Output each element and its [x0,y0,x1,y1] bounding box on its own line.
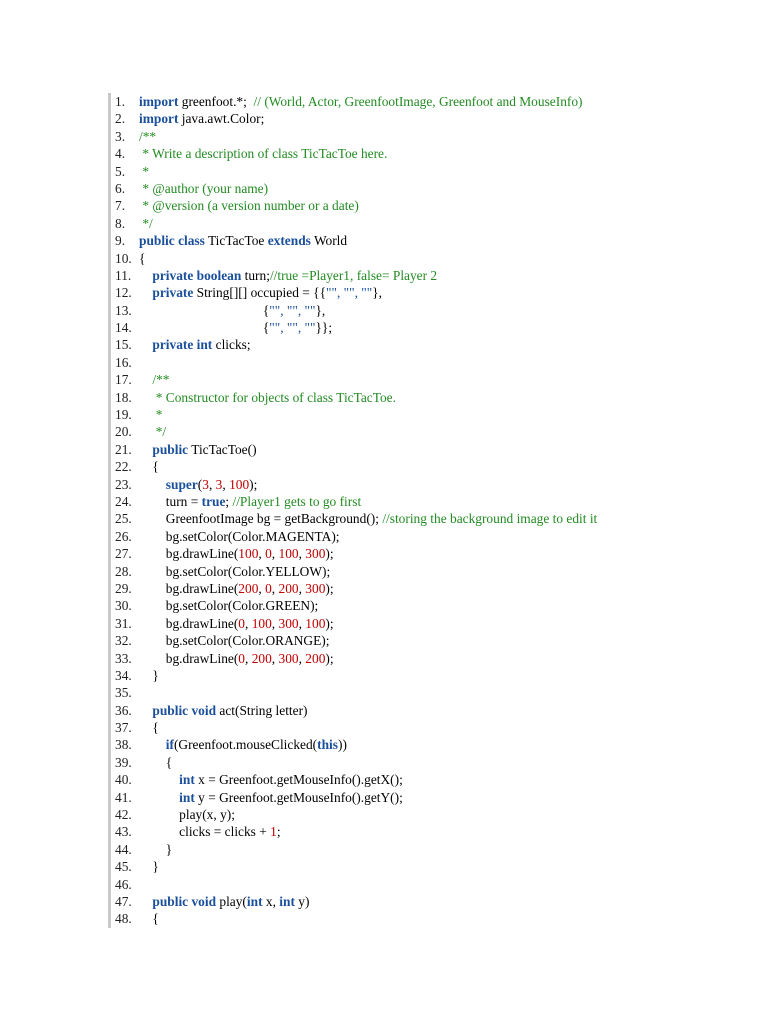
code-token [139,372,152,387]
code-line [111,667,731,684]
line-number: 11. [115,267,132,283]
code-token: */ [152,424,167,440]
line-number: 35. [115,685,132,701]
code-token: { [139,320,270,336]
line-number: 13. [115,302,132,318]
code-token: 0 [265,546,272,562]
code-line [111,250,731,267]
code-token: * @author (your name) [139,180,269,196]
code-text [139,372,170,387]
code-token: 100 [238,546,259,562]
line-number: 3. [115,128,126,144]
code-token: int [246,893,263,909]
code-token: private [152,285,194,301]
code-token: bg.drawLine( [139,546,239,562]
code-token: 100 [229,476,250,492]
code-token: int [179,789,195,805]
code-token: } [139,667,159,683]
code-text [139,146,387,161]
code-token: 0 [265,580,272,596]
code-text [139,251,145,266]
code-text [139,859,159,874]
line-number: 29. [115,580,132,596]
code-text [139,494,361,509]
code-token: ( [197,476,203,492]
code-token: { [139,720,159,736]
code-text [139,94,583,109]
line-number: 24. [115,493,132,509]
code-text [139,424,166,439]
code-token: 200 [238,580,259,596]
code-token: import [139,94,179,109]
code-line [111,458,731,475]
code-token: ); [249,476,258,492]
code-line [111,858,731,875]
code-token: 100 [251,615,272,631]
line-number: 48. [115,911,132,927]
code-line [111,632,731,649]
code-text [139,807,235,822]
code-token: String[][] occupied = {{ [193,285,327,301]
code-token: act(String letter) [216,702,308,718]
code-line [111,650,731,667]
line-number: 45. [115,859,132,875]
line-number: 37. [115,720,132,736]
code-token: int [279,893,295,909]
code-line [111,441,731,458]
code-text [139,911,159,926]
line-number: 21. [115,441,132,457]
code-token: , [245,615,252,631]
code-token: , [208,476,216,492]
line-number: 25. [115,511,132,527]
code-line [111,215,731,232]
code-token: // (World, Actor, GreenfootImage, Greenfoot and MouseInfo) [253,94,583,109]
code-line [111,823,731,840]
code-token: } [139,841,173,857]
code-text [139,459,159,474]
code-token: ); [325,580,334,596]
line-number: 14. [115,320,132,336]
line-number: 5. [115,163,126,179]
code-text [139,720,159,735]
line-number: 32. [115,633,132,649]
code-token: 300 [305,546,326,562]
code-line [111,354,731,371]
code-token: x = Greenfoot.getMouseInfo().getX(); [194,772,403,788]
code-line [111,841,731,858]
code-token: /** [152,372,170,388]
code-token: * Constructor for objects of class TicTacToe. [152,389,396,405]
code-text [139,564,330,579]
code-token: //Player1 gets to go first [232,493,362,509]
code-token: 1 [270,824,277,840]
code-text [139,268,437,283]
code-token: ); [325,615,334,631]
code-line [111,736,731,753]
code-text [139,651,334,666]
code-token [139,424,152,439]
code-token [139,407,152,422]
code-line [111,110,731,127]
line-number: 19. [115,407,132,423]
code-text [139,581,334,596]
code-token: turn; [241,267,270,283]
code-token: , [271,580,279,596]
code-text [139,894,309,909]
code-line [111,180,731,197]
code-text [139,546,334,561]
code-token: 200 [251,650,272,666]
code-line [111,719,731,736]
code-token [139,477,166,492]
line-number: 40. [115,772,132,788]
code-line [111,371,731,388]
code-text [139,216,153,231]
line-number: 9. [115,233,126,249]
code-token: , [298,580,306,596]
code-line [111,597,731,614]
code-token: , [271,615,279,631]
code-token: bg.setColor(Color.MAGENTA); [139,528,340,544]
code-text [139,529,340,544]
code-line [111,806,731,823]
code-line [111,163,731,180]
code-token: , [245,650,252,666]
code-line [111,197,731,214]
line-number: 15. [115,337,132,353]
code-line [111,876,731,893]
code-line [111,684,731,701]
code-token: "", "", "" [269,302,316,318]
code-token: true [201,493,226,509]
code-text [139,337,251,352]
code-line [111,789,731,806]
code-token: private int [152,337,213,353]
code-text [139,598,318,613]
code-token: 300 [278,650,299,666]
code-text [139,703,308,718]
code-line [111,93,731,110]
code-token [139,737,166,752]
code-line [111,336,731,353]
code-token: }, [372,285,382,301]
line-number: 43. [115,824,132,840]
code-token: * Write a description of class TicTacToe here. [139,146,388,162]
code-token: }}; [315,320,333,336]
code-token: ); [325,650,334,666]
code-token [139,772,179,787]
code-token: , [298,650,306,666]
code-line [111,476,731,493]
code-token: , [298,546,306,562]
code-token: 3 [215,476,223,492]
line-number: 44. [115,841,132,857]
code-token: y) [294,893,310,909]
code-token: TicTacToe() [188,441,257,457]
code-token: 300 [305,580,326,596]
code-token: clicks = clicks + [139,824,271,840]
code-line [111,563,731,580]
code-token: 200 [278,580,299,596]
code-token: 0 [238,615,245,631]
code-token: public [152,441,189,457]
code-token: public class [139,233,205,249]
code-token: , [258,546,266,562]
code-text [139,164,149,179]
code-token: { [139,302,270,318]
code-token: { [139,459,159,475]
code-token: int [179,772,195,788]
code-token: * [139,163,150,179]
code-token: public void [152,702,217,718]
code-token [139,894,152,909]
code-token: * @version (a version number or a date) [139,198,359,214]
line-number: 22. [115,459,132,475]
code-token: super [165,476,198,492]
line-number: 17. [115,372,132,388]
line-number: 46. [115,876,132,892]
code-token: 300 [278,615,299,631]
line-number: 7. [115,198,126,214]
code-token: play(x, y); [139,807,235,823]
code-text [139,511,597,526]
code-text [139,442,257,457]
code-line [111,232,731,249]
code-line [111,389,731,406]
code-token: }, [315,302,326,318]
line-number: 47. [115,893,132,909]
code-token: , [222,476,230,492]
code-token: 0 [238,650,245,666]
code-text [139,842,172,857]
code-token: bg.drawLine( [139,615,239,631]
code-token: { [139,754,173,770]
code-text [139,320,332,335]
code-token [139,703,152,718]
line-number: 8. [115,215,126,231]
code-token: World [310,233,348,249]
code-text [139,407,162,422]
code-token [139,268,152,283]
code-token: 3 [202,476,209,492]
code-line [111,580,731,597]
code-line [111,754,731,771]
code-token: , [298,615,306,631]
code-token: * [152,407,163,423]
code-text [139,755,172,770]
code-text [139,390,396,405]
code-token: ); [325,546,334,562]
line-number: 31. [115,615,132,631]
code-token: { [139,250,146,266]
code-token: } [139,859,159,875]
code-token: 200 [305,650,326,666]
line-number: 38. [115,737,132,753]
code-token: import [139,111,179,127]
line-number: 18. [115,389,132,405]
code-text [139,198,359,213]
code-token: /** [139,128,157,144]
code-line [111,528,731,545]
code-line [111,771,731,788]
code-line [111,406,731,423]
code-token: play( [216,893,247,909]
code-text [139,285,382,300]
code-text [139,303,325,318]
code-line [111,145,731,162]
code-line [111,493,731,510]
code-line [111,128,731,145]
line-number: 42. [115,807,132,823]
line-number: 28. [115,563,132,579]
code-text [139,772,403,787]
code-token: )) [337,737,347,753]
code-token [139,790,179,805]
code-line [111,893,731,910]
code-token: ; [225,493,233,509]
code-token: , [271,546,279,562]
code-line [111,423,731,440]
code-token: TicTacToe [204,233,268,249]
code-line [111,910,731,927]
code-token: bg.setColor(Color.ORANGE); [139,633,330,649]
code-token: extends [267,233,311,249]
code-token: bg.drawLine( [139,580,239,596]
code-token: "", "", "" [269,320,316,336]
code-token: , [258,580,266,596]
code-token: y = Greenfoot.getMouseInfo().getY(); [194,789,403,805]
line-number: 27. [115,546,132,562]
code-token: greenfoot.*; [178,94,254,109]
code-text [139,633,329,648]
code-line [111,615,731,632]
line-number: 36. [115,702,132,718]
line-number: 41. [115,789,132,805]
code-token: //true =Player1, false= Player 2 [269,267,438,283]
code-text [139,477,257,492]
code-token [139,337,152,352]
code-token: bg.drawLine( [139,650,239,666]
code-token: GreenfootImage bg = getBackground(); [139,511,383,527]
code-token: java.awt.Color; [178,111,265,127]
code-token: , [271,650,279,666]
line-number: 33. [115,650,132,666]
line-number: 20. [115,424,132,440]
code-line [111,545,731,562]
code-listing [108,93,731,928]
code-token [139,442,152,457]
code-text [139,181,268,196]
code-token: this [317,737,338,753]
code-text [139,129,156,144]
code-text [139,737,347,752]
code-line [111,510,731,527]
code-line [111,302,731,319]
code-token: (Greenfoot.mouseClicked( [173,737,318,753]
code-token: private boolean [152,267,242,283]
line-number: 16. [115,354,132,370]
code-token: 100 [278,546,299,562]
code-text [139,233,347,248]
line-number: 30. [115,598,132,614]
code-text [139,824,281,839]
code-token: { [139,911,159,927]
code-line [111,267,731,284]
line-number: 23. [115,476,132,492]
code-token: clicks; [212,337,251,353]
line-number: 6. [115,180,126,196]
code-token [139,390,152,405]
code-token: public void [152,893,217,909]
code-token: */ [139,215,153,231]
code-line [111,284,731,301]
line-number: 4. [115,146,126,162]
code-token [139,285,152,300]
code-token: bg.setColor(Color.YELLOW); [139,563,331,579]
line-number: 34. [115,667,132,683]
code-text [139,616,334,631]
code-token: "", "", "" [326,285,373,301]
code-token: x, [262,893,280,909]
code-token: ; [276,824,281,840]
line-number: 10. [115,250,132,266]
code-token: turn = [139,493,202,509]
code-token: //storing the background image to edit it [382,511,598,527]
line-number: 1. [115,94,126,109]
line-number: 39. [115,754,132,770]
code-token: bg.setColor(Color.GREEN); [139,598,319,614]
code-line [111,702,731,719]
code-token: 100 [305,615,326,631]
code-text [139,790,403,805]
line-number: 2. [115,111,126,127]
line-number: 12. [115,285,132,301]
line-number: 26. [115,528,132,544]
code-text [139,668,159,683]
code-line [111,319,731,336]
code-text [139,111,264,126]
code-token: if [165,737,174,753]
